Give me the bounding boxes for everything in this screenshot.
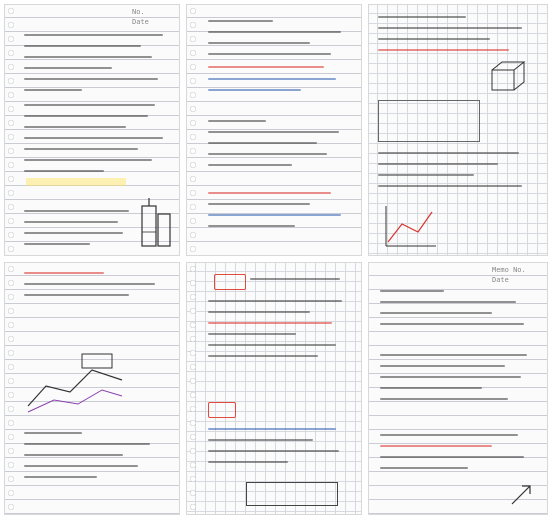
- note-page-6: [368, 262, 548, 515]
- handwritten-paragraph: [24, 432, 170, 487]
- handwritten-paragraph: [24, 210, 134, 254]
- table-sketch: [378, 100, 480, 142]
- ring-holes: [186, 4, 200, 256]
- handwritten-paragraph: [378, 152, 538, 196]
- note-page-5: [186, 262, 362, 515]
- cube-diagram: [488, 60, 528, 94]
- highlight-mark: [26, 178, 126, 186]
- note-page-4: [4, 262, 180, 515]
- note-page-2: [186, 4, 362, 256]
- page-no-label: No.: [132, 8, 145, 16]
- handwritten-paragraph: [380, 354, 540, 409]
- boxed-heading: [214, 274, 246, 290]
- ring-holes: [4, 262, 18, 515]
- page-date-label: Date: [492, 276, 509, 284]
- formula-box: [246, 482, 338, 506]
- handwritten-paragraph: [24, 104, 170, 181]
- note-page-1: [4, 4, 180, 256]
- coordinate-sketch: [380, 202, 440, 252]
- handwritten-paragraph: [208, 20, 353, 64]
- handwritten-paragraph: [24, 272, 170, 305]
- handwritten-paragraph: [208, 192, 353, 236]
- blue-annotation: [208, 78, 353, 100]
- lab-apparatus-drawing: [136, 196, 176, 250]
- ring-holes: [4, 4, 18, 256]
- handwritten-paragraph: [208, 120, 353, 175]
- handwritten-paragraph: [378, 16, 538, 60]
- note-page-3: [368, 4, 548, 256]
- boxed-heading: [208, 402, 236, 418]
- page-memo-label: Memo No.: [492, 266, 526, 274]
- page-date-label: Date: [132, 18, 149, 26]
- handwritten-paragraph: [250, 278, 350, 289]
- terrain-sketch: [26, 346, 126, 418]
- handwritten-paragraph: [24, 34, 170, 100]
- handwritten-paragraph: [208, 428, 354, 472]
- red-annotation: [208, 66, 353, 77]
- handwritten-paragraph: [208, 300, 354, 366]
- handwritten-paragraph: [380, 434, 540, 478]
- handwritten-paragraph: [380, 290, 540, 334]
- ring-holes: [186, 262, 200, 515]
- arrow-sketch: [508, 482, 534, 508]
